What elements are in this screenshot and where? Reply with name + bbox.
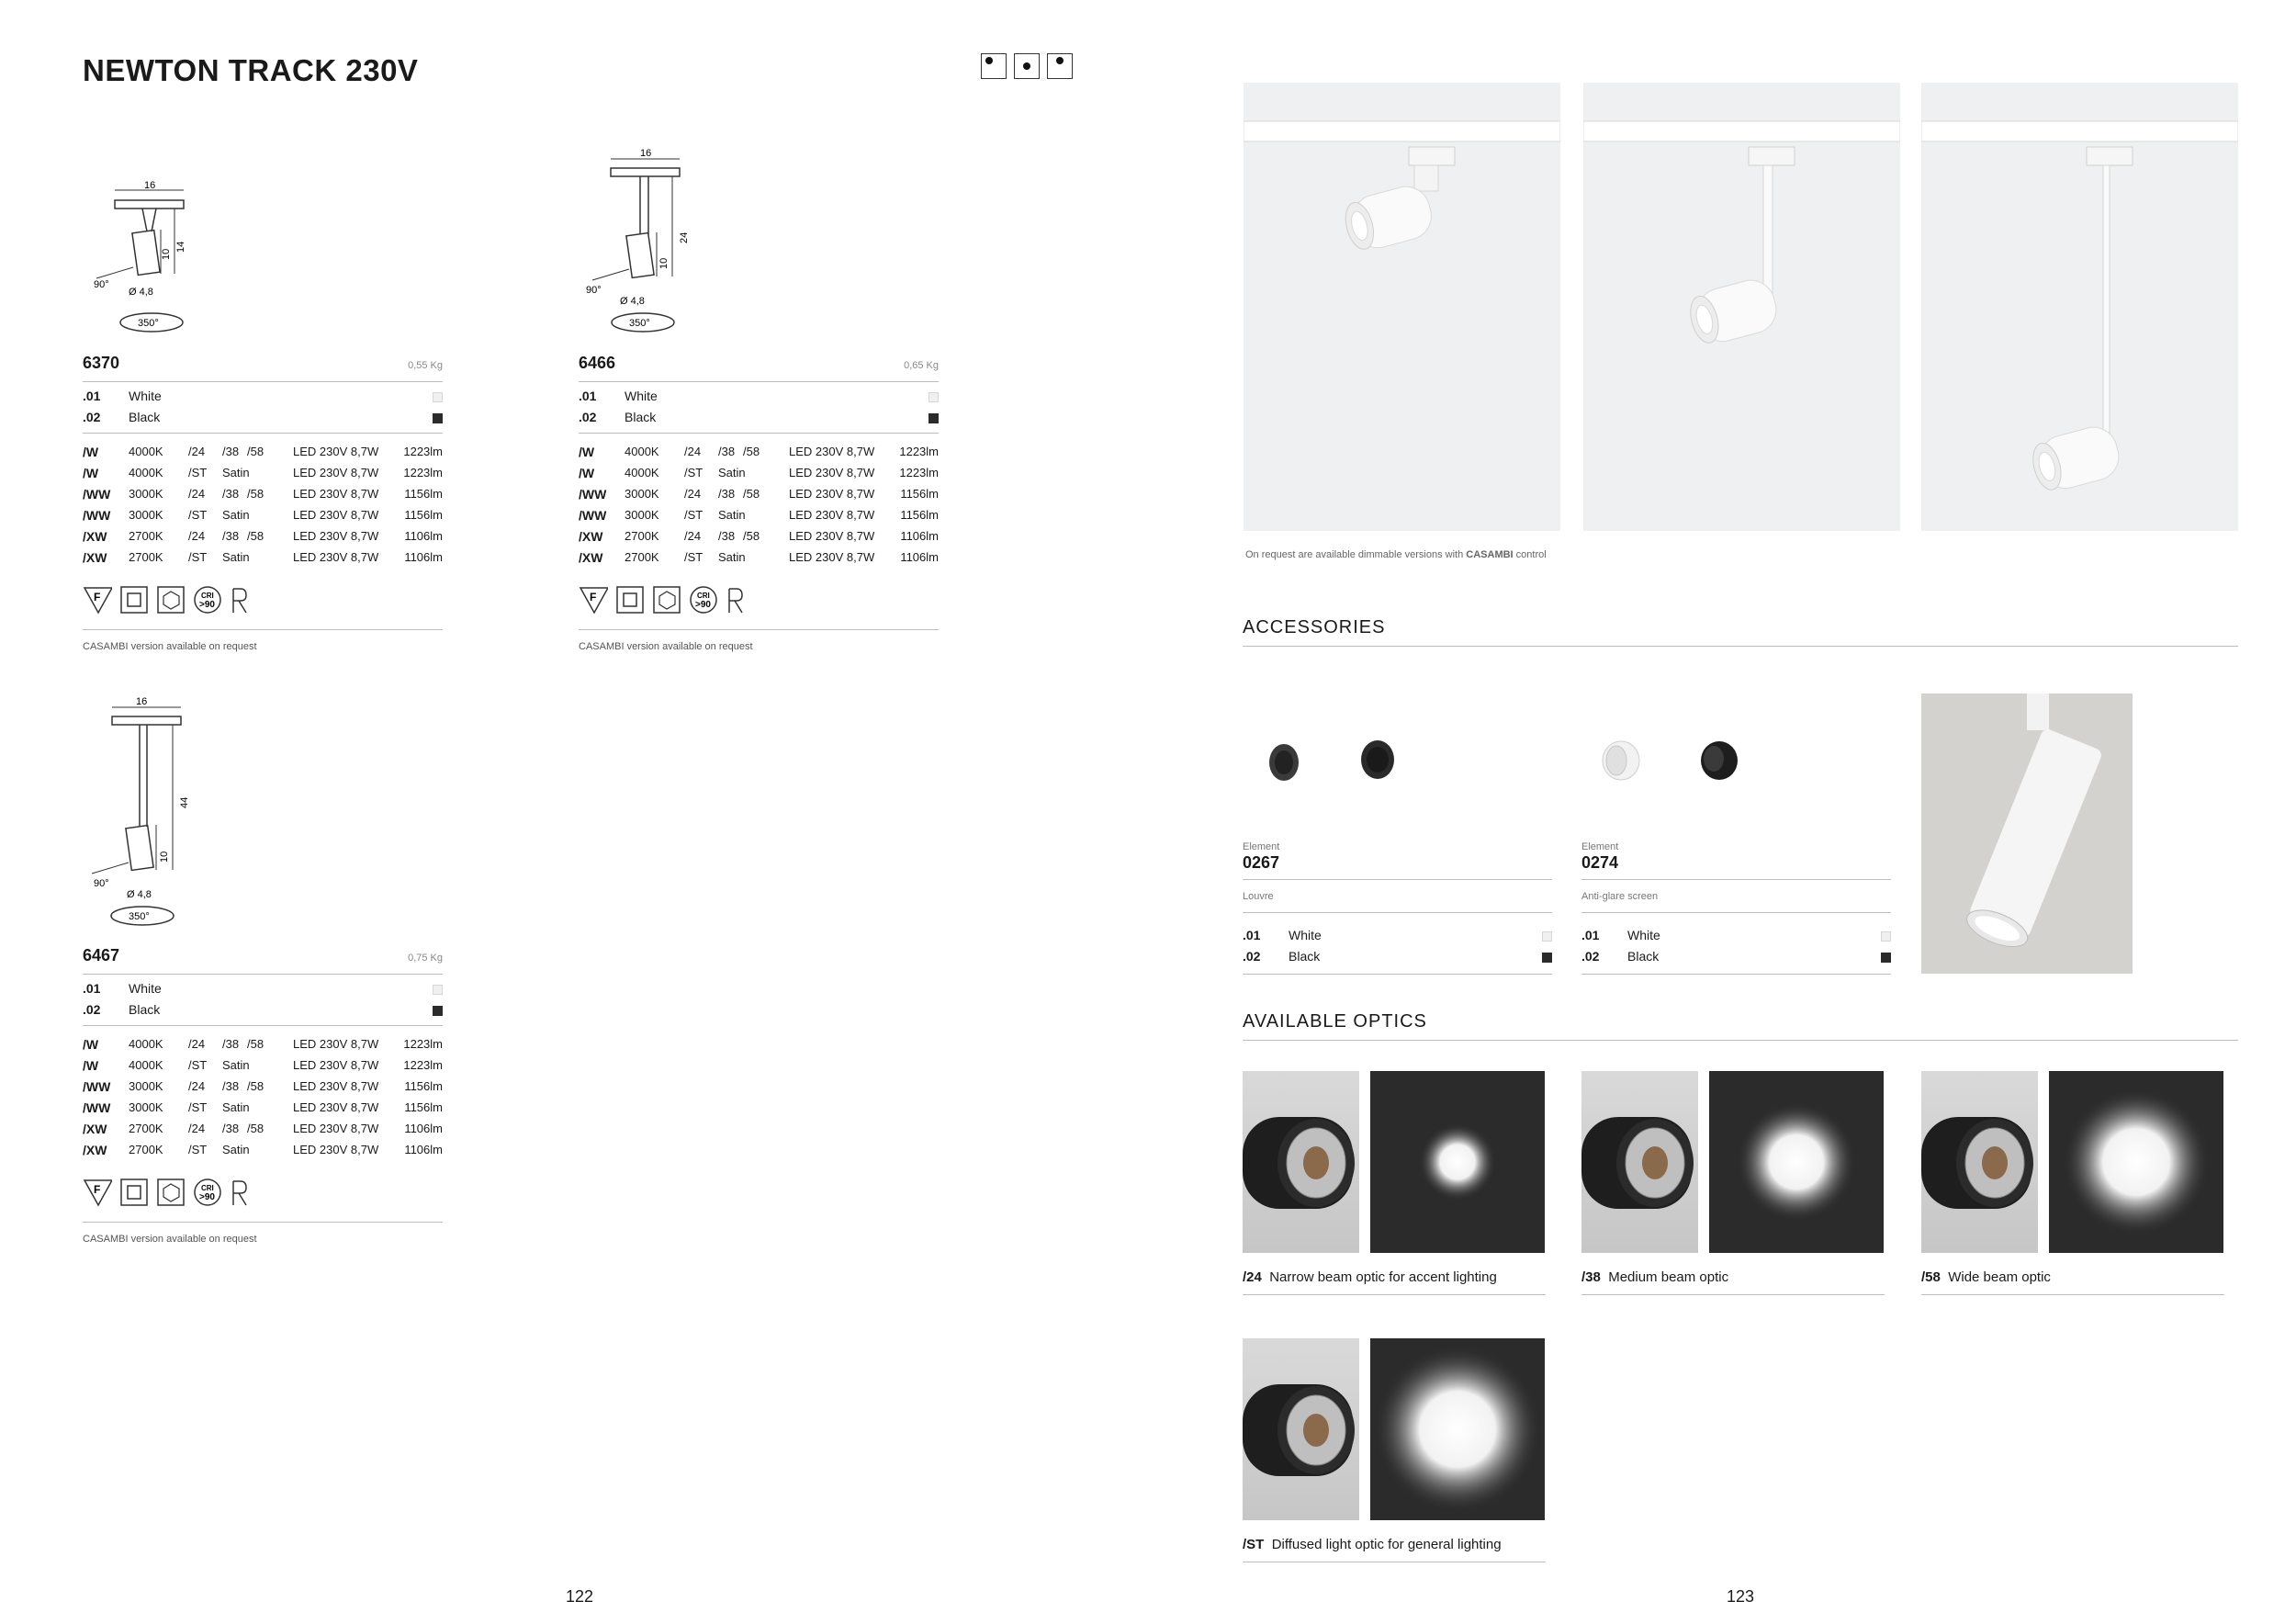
cri-icon: [193, 1178, 222, 1207]
divider: [1243, 646, 2238, 647]
divider: [1921, 1294, 2224, 1295]
black-swatch: [433, 1006, 443, 1016]
dim-tilt: 90°: [94, 878, 109, 889]
class-two-icon: [119, 585, 149, 615]
certification-icons: [83, 585, 259, 615]
dim-body-height: 10: [159, 851, 170, 863]
white-swatch: [1881, 931, 1891, 942]
svg-text:>90: >90: [199, 1192, 215, 1202]
black-swatch: [433, 413, 443, 423]
casambi-note: CASAMBI version available on request: [83, 1234, 257, 1245]
optic-lamp-photo: [1921, 1071, 2038, 1253]
dim-diameter: Ø 4,8: [620, 296, 645, 307]
beam-pattern-image: [1709, 1071, 1884, 1253]
finish-name: Black: [625, 410, 657, 424]
certification-icons: [579, 585, 755, 615]
casambi-control-note: On request are available dimmable versions with CASAMBI control: [1245, 549, 1547, 560]
black-swatch: [1881, 953, 1891, 963]
dim-height: 44: [179, 796, 190, 808]
svg-text:F: F: [94, 591, 101, 603]
drawing-6467: [83, 694, 266, 937]
finish-name: White: [625, 389, 658, 403]
black-swatch: [929, 413, 939, 423]
page-title: NEWTON TRACK 230V: [83, 53, 419, 87]
divider: [579, 381, 939, 382]
svg-text:CRI: CRI: [201, 1184, 214, 1192]
svg-text:>90: >90: [695, 600, 711, 610]
dim-body-height: 10: [658, 257, 670, 269]
dim-tilt: 90°: [586, 285, 602, 296]
dim-rotation: 350°: [129, 911, 150, 922]
product-weight: 0,65 Kg: [904, 360, 939, 371]
f-mark-icon: [83, 1178, 112, 1207]
spec-row: /XW 2700K /24 /38 /58 LED 230V 8,7W 1106lm: [579, 529, 939, 544]
f-mark-icon: [83, 585, 112, 615]
finish-row: [83, 389, 443, 409]
dim-rotation: 350°: [138, 318, 159, 329]
dim-width: 16: [136, 696, 148, 707]
product-code: 6370: [83, 354, 120, 372]
class-two-icon: [119, 1178, 149, 1207]
black-swatch: [1542, 953, 1552, 963]
optic-lamp-photo: [1581, 1071, 1698, 1253]
finish-row: [83, 410, 443, 430]
dim-height: 14: [175, 241, 186, 253]
product-weight: 0,55 Kg: [408, 360, 443, 371]
wall-mount-icon: [1047, 53, 1073, 79]
optic-caption: /58 Wide beam optic: [1921, 1269, 2051, 1285]
finish-row: [579, 389, 939, 409]
ip-rating-icon: [652, 585, 681, 615]
beam-pattern-image: [1370, 1338, 1545, 1520]
recycle-r-icon: [230, 585, 259, 615]
spec-row: /W 4000K /ST Satin LED 230V 8,7W 1223lm: [83, 466, 443, 480]
spec-row: /W 4000K /24 /38 /58 LED 230V 8,7W 1223lm: [83, 445, 443, 459]
optic-lamp-photo: [1243, 1071, 1359, 1253]
spec-row: /XW 2700K /ST Satin LED 230V 8,7W 1106lm: [83, 1143, 443, 1157]
finish-row: .01 White: [1581, 928, 1891, 948]
accessory-name: Anti-glare screen: [1581, 891, 1659, 902]
accessory-name: Louvre: [1243, 891, 1274, 902]
spec-row: /W 4000K /24 /38 /58 LED 230V 8,7W 1223lm: [83, 1037, 443, 1052]
divider: [1243, 1040, 2238, 1041]
photo-6370: [1244, 83, 1560, 531]
page-number-right: 123: [1727, 1587, 1755, 1606]
optic-caption: /ST Diffused light optic for general lighting: [1243, 1537, 1502, 1552]
white-swatch: [1542, 931, 1552, 942]
product-weight: 0,75 Kg: [408, 953, 443, 964]
optic-caption: /38 Medium beam optic: [1581, 1269, 1729, 1285]
louvre-images: [1249, 726, 1433, 790]
svg-text:CRI: CRI: [697, 592, 710, 600]
beam-spot: [1374, 1346, 1541, 1513]
optic-lamp-photo: [1243, 1338, 1359, 1520]
casambi-note: CASAMBI version available on request: [579, 641, 753, 652]
recycle-r-icon: [230, 1178, 259, 1207]
dim-width: 16: [144, 180, 156, 191]
spec-row: /WW 3000K /ST Satin LED 230V 8,7W 1156lm: [579, 508, 939, 523]
finish-row: [83, 1002, 443, 1022]
finish-row: .02 Black: [1581, 949, 1891, 969]
divider: [1243, 879, 1552, 880]
divider: [579, 629, 939, 630]
antiglare-images: [1580, 726, 1763, 790]
divider: [83, 381, 443, 382]
accessories-heading: ACCESSORIES: [1243, 617, 1386, 637]
ip-rating-icon: [156, 1178, 186, 1207]
spec-row: /WW 3000K /ST Satin LED 230V 8,7W 1156lm: [83, 508, 443, 523]
spec-row: /WW 3000K /24 /38 /58 LED 230V 8,7W 1156lm: [83, 487, 443, 502]
divider: [1243, 912, 1552, 913]
photo-6467: [1921, 83, 2238, 531]
beam-spot: [2063, 1088, 2210, 1235]
dim-width: 16: [640, 148, 652, 159]
finish-name: White: [129, 389, 162, 403]
divider: [83, 1025, 443, 1026]
spec-row: /W 4000K /24 /38 /58 LED 230V 8,7W 1223lm: [579, 445, 939, 459]
dim-diameter: Ø 4,8: [129, 287, 153, 298]
divider: [83, 1222, 443, 1223]
f-mark-icon: [579, 585, 608, 615]
beam-spot: [1419, 1123, 1496, 1201]
finish-code: .02: [579, 410, 597, 424]
svg-text:>90: >90: [199, 600, 215, 610]
divider: [1581, 1294, 1885, 1295]
spec-row: /W 4000K /ST Satin LED 230V 8,7W 1223lm: [83, 1058, 443, 1073]
cri-icon: [689, 585, 718, 615]
beam-pattern-image: [1370, 1071, 1545, 1253]
dim-height: 24: [679, 231, 690, 243]
page-number-left: 122: [566, 1587, 594, 1606]
svg-text:F: F: [94, 1183, 101, 1196]
finish-row: [579, 410, 939, 430]
svg-text:CRI: CRI: [201, 592, 214, 600]
white-swatch: [433, 985, 443, 995]
finish-code: .02: [83, 410, 101, 424]
dim-tilt: 90°: [94, 279, 109, 290]
beam-pattern-image: [2049, 1071, 2223, 1253]
finish-name: White: [129, 981, 162, 996]
product-code: 6466: [579, 354, 616, 372]
spec-row: /W 4000K /ST Satin LED 230V 8,7W 1223lm: [579, 466, 939, 480]
spec-row: /WW 3000K /24 /38 /58 LED 230V 8,7W 1156lm: [83, 1079, 443, 1094]
product-code: 6467: [83, 946, 120, 964]
finish-row: .02 Black: [1243, 949, 1552, 969]
divider: [83, 974, 443, 975]
divider: [1243, 974, 1552, 975]
spec-row: /XW 2700K /24 /38 /58 LED 230V 8,7W 1106lm: [83, 1122, 443, 1136]
spec-row: /XW 2700K /24 /38 /58 LED 230V 8,7W 1106lm: [83, 529, 443, 544]
finish-code: .01: [83, 389, 101, 403]
finish-row: [83, 981, 443, 1001]
spec-row: /WW 3000K /24 /38 /58 LED 230V 8,7W 1156lm: [579, 487, 939, 502]
spec-row: /XW 2700K /ST Satin LED 230V 8,7W 1106lm: [579, 550, 939, 565]
center-mount-icon: [1014, 53, 1040, 79]
accessory-photo: [1921, 694, 2133, 974]
divider: [1243, 1294, 1546, 1295]
drawing-6370: [83, 179, 266, 335]
recycle-r-icon: [726, 585, 755, 615]
divider: [1581, 912, 1891, 913]
finish-code: .01: [83, 981, 101, 996]
svg-text:F: F: [590, 591, 597, 603]
accessory-code: 0274: [1581, 853, 1619, 872]
beam-spot: [1737, 1102, 1856, 1222]
divider: [1581, 974, 1891, 975]
ip-rating-icon: [156, 585, 186, 615]
spec-row: /XW 2700K /ST Satin LED 230V 8,7W 1106lm: [83, 550, 443, 565]
divider: [579, 433, 939, 434]
element-label: Element: [1581, 841, 1619, 852]
divider: [1581, 879, 1891, 880]
finish-code: .01: [579, 389, 597, 403]
white-swatch: [929, 392, 939, 402]
optics-heading: AVAILABLE OPTICS: [1243, 1011, 1427, 1032]
finish-code: .02: [83, 1002, 101, 1017]
divider: [83, 629, 443, 630]
finish-name: Black: [129, 410, 161, 424]
photo-6466: [1583, 83, 1900, 531]
casambi-note: CASAMBI version available on request: [83, 641, 257, 652]
optic-caption: /24 Narrow beam optic for accent lighting: [1243, 1269, 1497, 1285]
dim-rotation: 350°: [629, 318, 650, 329]
certification-icons: [83, 1178, 259, 1207]
finish-row: .01 White: [1243, 928, 1552, 948]
element-label: Element: [1243, 841, 1280, 852]
spec-row: /WW 3000K /ST Satin LED 230V 8,7W 1156lm: [83, 1100, 443, 1115]
cri-icon: [193, 585, 222, 615]
accessory-code: 0267: [1243, 853, 1280, 872]
dim-diameter: Ø 4,8: [127, 889, 152, 900]
divider: [83, 433, 443, 434]
dim-body-height: 10: [161, 248, 172, 260]
mounting-icons: [981, 53, 1073, 79]
finish-name: Black: [129, 1002, 161, 1017]
white-swatch: [433, 392, 443, 402]
drawing-6466: [579, 142, 762, 335]
class-two-icon: [615, 585, 645, 615]
ceiling-mount-icon: [981, 53, 1007, 79]
